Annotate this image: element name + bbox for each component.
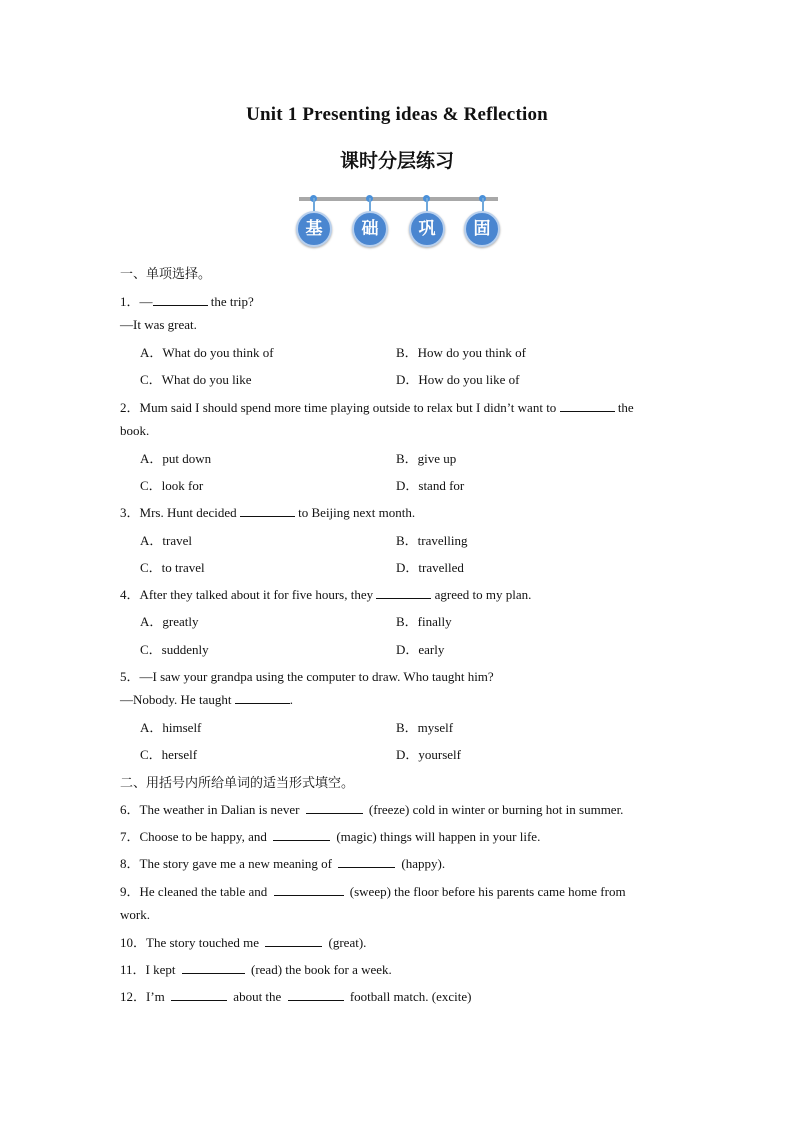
question-number: 2．: [120, 400, 140, 415]
section-heading: 二、用括号内所给单词的适当形式填空。: [120, 776, 355, 791]
question-continuation: book.: [120, 423, 150, 438]
question-text: (magic) things will happen in your life.: [333, 829, 541, 844]
answer-blank[interactable]: [338, 856, 395, 868]
banner-bar: [299, 197, 498, 201]
question-3: [120, 502, 415, 521]
banner-stem: [313, 198, 315, 211]
question-text: .: [289, 692, 293, 707]
section-heading: 一、单项选择。: [120, 267, 212, 282]
question-number: 7．: [120, 829, 140, 844]
question-number: 3．: [120, 505, 140, 520]
question-2: [120, 397, 634, 416]
option-a[interactable]: A．put down: [140, 451, 212, 466]
question-text: I kept: [145, 962, 179, 977]
option-d[interactable]: D．yourself: [396, 747, 461, 762]
question-text: —: [139, 294, 153, 309]
question-10: [120, 932, 366, 951]
answer-blank[interactable]: [273, 829, 330, 841]
answer-blank[interactable]: [274, 884, 344, 896]
question-text: the trip?: [207, 294, 254, 309]
answer-blank[interactable]: [560, 400, 615, 412]
question-number: 1．: [120, 294, 140, 309]
question-7: [120, 826, 540, 845]
page-title: Unit 1 Presenting ideas & Reflection: [246, 104, 548, 125]
question-number: 5．: [120, 669, 140, 684]
question-text: to Beijing next month.: [294, 505, 416, 520]
option-d[interactable]: D．How do you like of: [396, 372, 520, 387]
question-4: [120, 584, 531, 603]
option-a[interactable]: A．greatly: [140, 614, 199, 629]
option-b[interactable]: B．finally: [396, 614, 452, 629]
banner-stem: [369, 198, 371, 211]
answer-blank[interactable]: [376, 587, 431, 599]
question-text: (great).: [325, 935, 367, 950]
option-c[interactable]: C．herself: [140, 747, 198, 762]
question-continuation: work.: [120, 907, 150, 922]
banner-stem: [426, 198, 428, 211]
banner-stem: [482, 198, 484, 211]
question-1: [120, 291, 254, 310]
option-b[interactable]: B．myself: [396, 720, 454, 735]
banner-circle: 基: [296, 211, 332, 247]
question-number: 12．: [120, 989, 147, 1004]
option-d[interactable]: D．travelled: [396, 560, 464, 575]
option-c[interactable]: C．to travel: [140, 560, 205, 575]
answer-blank[interactable]: [182, 962, 245, 974]
option-c[interactable]: C．look for: [140, 478, 204, 493]
question-text: (sweep) the floor before his parents came home from: [346, 884, 626, 899]
question-text: the: [614, 400, 634, 415]
option-b[interactable]: B．How do you think of: [396, 345, 527, 360]
question-text: agreed to my plan.: [431, 587, 532, 602]
question-text: I’m: [146, 989, 169, 1004]
option-b[interactable]: B．give up: [396, 451, 457, 466]
question-text: The weather in Dalian is never: [139, 802, 303, 817]
option-a[interactable]: A．travel: [140, 533, 192, 548]
banner-circle: 巩: [409, 211, 445, 247]
question-5: [120, 666, 494, 685]
option-d[interactable]: D．early: [396, 642, 445, 657]
question-text: (read) the book for a week.: [247, 962, 392, 977]
question-text: football match. (excite): [346, 989, 472, 1004]
banner-circle: 固: [464, 211, 500, 247]
question-8: [120, 853, 445, 872]
question-11: [120, 959, 392, 978]
section-banner: [296, 193, 500, 253]
question-text: The story gave me a new meaning of: [139, 856, 336, 871]
answer-blank[interactable]: [171, 989, 227, 1001]
question-number: 11．: [120, 962, 146, 977]
question-text: The story touched me: [146, 935, 263, 950]
answer-blank[interactable]: [153, 294, 208, 306]
answer-blank[interactable]: [288, 989, 344, 1001]
question-reply: —It was great.: [120, 317, 197, 332]
question-text: He cleaned the table and: [139, 884, 271, 899]
question-text: —I saw your grandpa using the computer to draw. Who taught him?: [139, 669, 494, 684]
answer-blank[interactable]: [240, 505, 295, 517]
banner-circle: 础: [352, 211, 388, 247]
option-c[interactable]: C．suddenly: [140, 642, 209, 657]
question-text: about the: [230, 989, 285, 1004]
answer-blank[interactable]: [235, 692, 290, 704]
question-text: Mum said I should spend more time playing outside to relax but I didn’t want to: [139, 400, 560, 415]
option-a[interactable]: A．himself: [140, 720, 202, 735]
option-c[interactable]: C．What do you like: [140, 372, 252, 387]
answer-blank[interactable]: [265, 935, 322, 947]
question-9: [120, 881, 626, 900]
question-text: (happy).: [398, 856, 446, 871]
question-number: 6．: [120, 802, 140, 817]
question-number: 9．: [120, 884, 140, 899]
question-text: (freeze) cold in winter or burning hot in summer.: [365, 802, 624, 817]
question-text: After they talked about it for five hours, they: [139, 587, 377, 602]
question-number: 10．: [120, 935, 147, 950]
question-12: [120, 986, 471, 1005]
question-number: 8．: [120, 856, 140, 871]
page-subtitle: 课时分层练习: [339, 150, 454, 172]
question-text: Mrs. Hunt decided: [139, 505, 240, 520]
option-b[interactable]: B．travelling: [396, 533, 468, 548]
question-text: Choose to be happy, and: [139, 829, 271, 844]
answer-blank[interactable]: [306, 802, 363, 814]
question-reply: [120, 692, 293, 708]
question-number: 4．: [120, 587, 140, 602]
option-d[interactable]: D．stand for: [396, 478, 465, 493]
option-a[interactable]: A．What do you think of: [140, 345, 274, 360]
question-6: [120, 799, 623, 818]
question-text: —Nobody. He taught: [120, 692, 235, 707]
